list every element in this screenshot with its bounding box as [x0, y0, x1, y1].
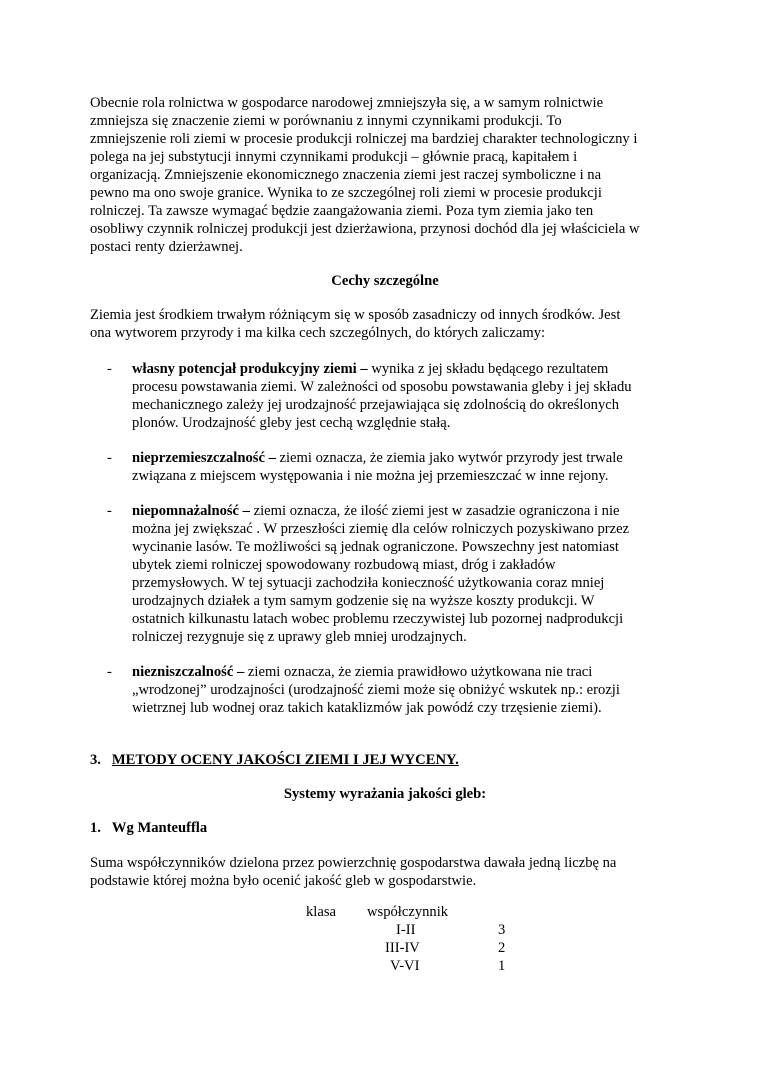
text-line: zmniejszenie roli ziemi w procesie produkcji rolniczej ma bardziej charakter technologiczny i	[90, 131, 638, 147]
text-line: Ziemia jest środkiem trwałym różniącym się w sposób zasadniczy od innych środków. Jest	[90, 307, 621, 323]
section-intro-paragraph	[90, 306, 680, 342]
bullet-term: własny potencjał produkcyjny ziemi –	[132, 361, 368, 377]
text-line: Obecnie rola rolnictwa w gospodarce narodowej zmniejszyła się, a w samym rolnictwie	[90, 95, 604, 111]
body-paragraph	[90, 854, 680, 890]
list-item	[90, 360, 680, 432]
heading-number: 3.	[90, 752, 101, 768]
text-line: pewno ma ono swoje granice. Wynika to ze szczególnej roli ziemi w procesie produkcji	[90, 185, 602, 201]
text-line: postaci renty dzierżawnej.	[90, 239, 243, 255]
cell-klasa: I-II	[396, 922, 416, 938]
text-line: ostatnich kilkunastu latach wobec problemu rzeczywistej lub pozornej nadprodukcji	[132, 611, 624, 627]
bullet-text: ziemi oznacza, że ilość ziemi jest w zasadzie ograniczona i nie	[249, 503, 620, 519]
bullet-dash: -	[107, 503, 112, 519]
text-line: podstawie której można było ocenić jakość gleb w gospodarstwie.	[90, 873, 477, 889]
bullet-text: wynika z jej składu będącego rezultatem	[367, 361, 609, 377]
text-line: wietrznej lub wodnej oraz takich kataklizmów jak powódź czy trzęsienie ziemi).	[132, 700, 602, 716]
col-klasa-header: klasa	[306, 904, 336, 920]
heading-title: METODY OCENY JAKOŚCI ZIEMI I JEJ WYCENY.	[111, 752, 459, 768]
text-line: rolniczej. Ta zawsze wymagać będzie zaangażowania ziemi. Poza tym ziemia jako ten	[90, 203, 594, 219]
list-item	[90, 663, 680, 717]
heading-3	[90, 751, 680, 769]
subtitle: Systemy wyrażania jakości gleb:	[283, 786, 487, 802]
text-line: ubytek ziemi rolniczej spowodowany rozbudową miast, dróg i zakładów	[132, 557, 556, 573]
section-title: Cechy szczególne	[331, 273, 439, 289]
bullet-term: nieprzemieszczalność –	[132, 450, 276, 466]
text-line: organizacją. Zmniejszenie ekonomicznego znaczenia ziemi jest raczej symboliczne i na	[90, 167, 602, 183]
bullet-term: niepomnażalność –	[132, 503, 250, 519]
cell-wsp: 3	[498, 922, 506, 938]
cell-wsp: 2	[498, 940, 506, 956]
cell-klasa: V-VI	[390, 958, 420, 974]
bullet-term: niezniszczalność –	[132, 664, 245, 680]
text-line: Suma współczynników dzielona przez powierzchnię gospodarstwa dawała jedną liczbę na	[90, 855, 617, 871]
text-line: plonów. Urodzajność gleby jest cechą względnie stałą.	[132, 415, 451, 431]
bullet-text: ziemi oznacza, że ziemia jako wytwór przyrody jest trwale	[275, 450, 623, 466]
heading-title: Wg Manteuffla	[111, 820, 208, 836]
text-line: urodzajnych działek a tym samym godzenie się na wyższe koszty produkcji. W	[132, 593, 595, 609]
text-line: można jej zwiększać . W przeszłości ziemię dla celów rolniczych pozyskiwano przez	[132, 521, 630, 537]
bullet-dash: -	[107, 450, 112, 466]
list-item	[90, 502, 680, 646]
intro-paragraph	[90, 94, 680, 256]
text-line: związana z miejscem występowania i nie można jej przemieszczać w inne rejony.	[132, 468, 609, 484]
bullet-text: ziemi oznacza, że ziemia prawidłowo użytkowana nie traci	[244, 664, 593, 680]
bullet-dash: -	[107, 664, 112, 680]
document-page	[90, 94, 680, 890]
heading-1	[90, 819, 680, 837]
heading-number: 1.	[90, 820, 101, 836]
list-item	[90, 449, 680, 485]
text-line: przemysłowych. W tej sytuacji zachodziła konieczność użytkowania coraz mniej	[132, 575, 605, 591]
text-line: osobliwy czynnik rolniczej produkcji jest dzierżawiona, przynosi dochód dla jej właściciela w	[90, 221, 640, 237]
text-line: ona wytworem przyrody i ma kilka cech szczególnych, do których zaliczamy:	[90, 325, 546, 341]
cell-wsp: 1	[498, 958, 506, 974]
text-line: zmniejsza się znaczenie ziemi w porównaniu z innymi czynnikami produkcji. To	[90, 113, 562, 129]
text-line: wycinanie lasów. Te możliwości są jednak ograniczone. Powszechny jest natomiast	[132, 539, 619, 555]
col-wsp-header: współczynnik	[367, 904, 449, 920]
text-line: mechanicznego zależy jej urodzajność przejawiająca się zdolnością do określonych	[132, 397, 620, 413]
text-line: rolniczej rezygnuje się z uprawy gleb mniej urodzajnych.	[132, 629, 467, 645]
text-line: procesu powstawania ziemi. W zależności od sposobu powstawania gleby i jej składu	[132, 379, 632, 395]
bullet-dash: -	[107, 361, 112, 377]
text-line: „wrodzonej” urodzajności (urodzajność ziemi może się obniżyć wskutek np.: erozji	[132, 682, 620, 698]
text-line: polega na jej substytucji innymi czynnikami produkcji – głównie pracą, kapitałem i	[90, 149, 578, 165]
cell-klasa: III-IV	[385, 940, 420, 956]
